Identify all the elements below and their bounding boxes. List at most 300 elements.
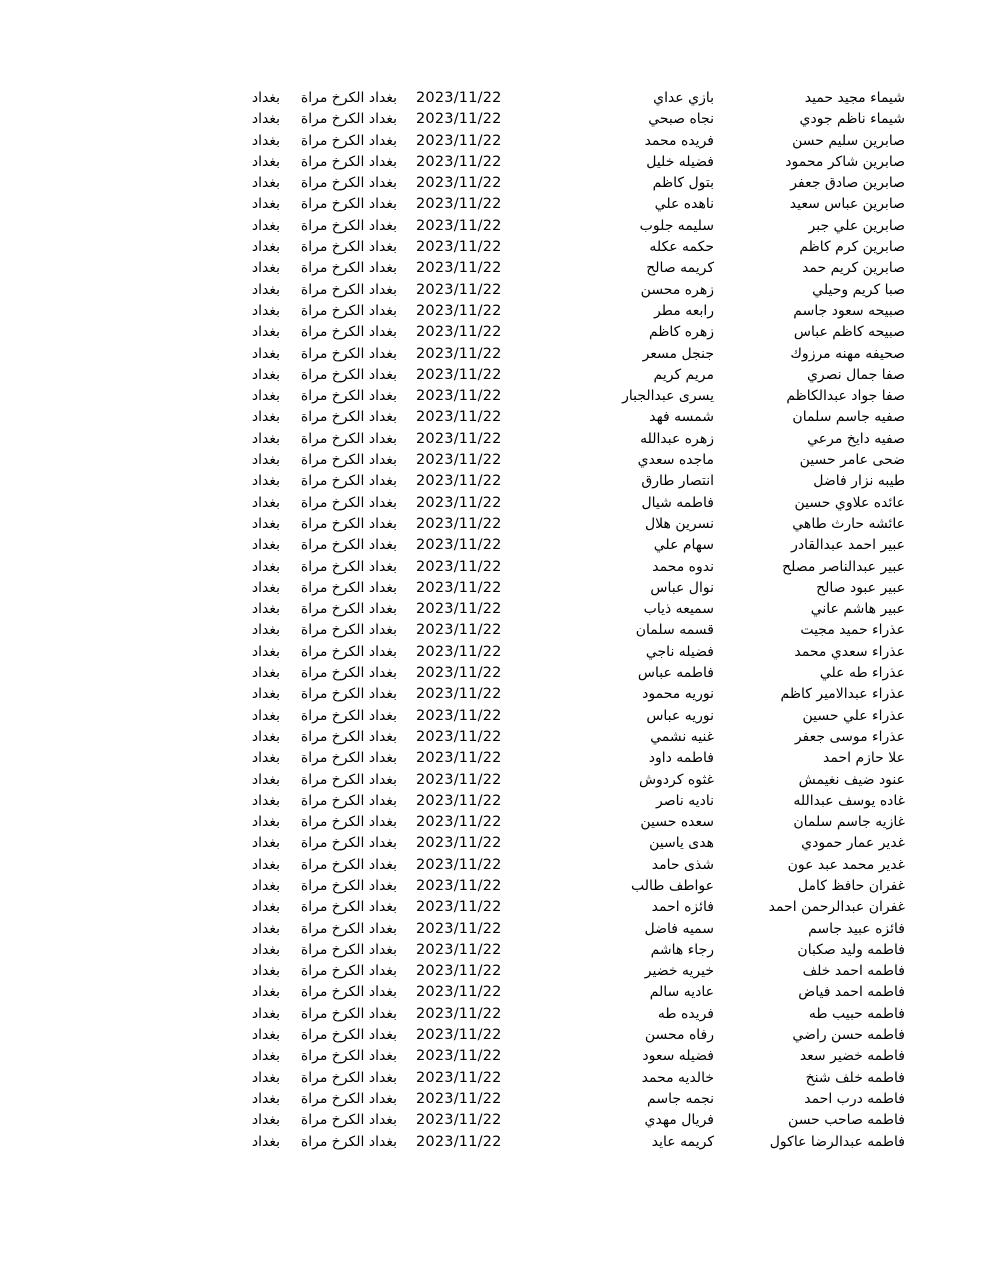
record-date: 2023/11/22 bbox=[416, 963, 502, 980]
province: بغداد bbox=[251, 345, 280, 362]
record-date: 2023/11/22 bbox=[416, 1005, 502, 1022]
mother-name: هدى ياسين bbox=[649, 835, 714, 852]
table-row bbox=[0, 1110, 989, 1131]
province: بغداد bbox=[251, 473, 280, 490]
record-date: 2023/11/22 bbox=[416, 196, 502, 213]
location: بغداد الكرخ مراة bbox=[300, 281, 397, 298]
person-name: صابرين علي جبر bbox=[808, 217, 905, 234]
table-row bbox=[0, 280, 989, 301]
table-row bbox=[0, 386, 989, 407]
mother-name: كريمه صالح bbox=[646, 260, 714, 277]
person-name: عذراء سعدي محمد bbox=[794, 643, 905, 660]
province: بغداد bbox=[251, 665, 280, 682]
person-name: عبير عبود صالح bbox=[816, 579, 905, 596]
record-date: 2023/11/22 bbox=[416, 537, 502, 554]
location: بغداد الكرخ مراة bbox=[300, 814, 397, 831]
person-name: غدير عمار حمودي bbox=[801, 835, 905, 852]
location: بغداد الكرخ مراة bbox=[300, 175, 397, 192]
mother-name: رابعه مطر bbox=[654, 302, 714, 319]
location: بغداد الكرخ مراة bbox=[300, 430, 397, 447]
province: بغداد bbox=[251, 1069, 280, 1086]
province: بغداد bbox=[251, 260, 280, 277]
table-row bbox=[0, 173, 989, 194]
table-row bbox=[0, 1046, 989, 1067]
location: بغداد الكرخ مراة bbox=[300, 239, 397, 256]
province: بغداد bbox=[251, 814, 280, 831]
location: بغداد الكرخ مراة bbox=[300, 750, 397, 767]
mother-name: شذى حامد bbox=[651, 856, 714, 873]
mother-name: ناديه ناصر bbox=[655, 792, 714, 809]
person-name: فاطمه حسن راضي bbox=[792, 1027, 905, 1044]
mother-name: نوال عباس bbox=[650, 579, 714, 596]
record-date: 2023/11/22 bbox=[416, 175, 502, 192]
mother-name: خيريه خضير bbox=[644, 963, 714, 980]
table-row bbox=[0, 855, 989, 876]
table-row bbox=[0, 748, 989, 769]
table-row bbox=[0, 770, 989, 791]
mother-name: سميه فاضل bbox=[644, 920, 714, 937]
person-name: عبير عبدالناصر مصلح bbox=[782, 558, 905, 575]
person-name: فاطمه خلف شنخ bbox=[805, 1069, 905, 1086]
province: بغداد bbox=[251, 515, 280, 532]
table-row bbox=[0, 1004, 989, 1025]
person-name: عذراء عبدالامير كاظم bbox=[780, 686, 905, 703]
record-date: 2023/11/22 bbox=[416, 90, 502, 106]
province: بغداد bbox=[251, 175, 280, 192]
record-date: 2023/11/22 bbox=[416, 324, 502, 341]
mother-name: فاطمه عباس bbox=[637, 665, 714, 682]
location: بغداد الكرخ مراة bbox=[300, 324, 397, 341]
mother-name: رجاء هاشم bbox=[650, 941, 714, 958]
mother-name: زهره عبدالله bbox=[640, 430, 714, 447]
mother-name: ندوه محمد bbox=[652, 558, 714, 575]
table-row bbox=[0, 897, 989, 918]
record-date: 2023/11/22 bbox=[416, 388, 502, 405]
location: بغداد الكرخ مراة bbox=[300, 920, 397, 937]
location: بغداد الكرخ مراة bbox=[300, 132, 397, 149]
record-date: 2023/11/22 bbox=[416, 132, 502, 149]
person-name: عذراء طه علي bbox=[819, 665, 905, 682]
province: بغداد bbox=[251, 792, 280, 809]
location: بغداد الكرخ مراة bbox=[300, 1027, 397, 1044]
record-date: 2023/11/22 bbox=[416, 430, 502, 447]
mother-name: عاديه سالم bbox=[649, 984, 714, 1001]
location: بغداد الكرخ مراة bbox=[300, 1069, 397, 1086]
province: بغداد bbox=[251, 239, 280, 256]
province: بغداد bbox=[251, 920, 280, 937]
person-name: طيبه نزار فاضل bbox=[813, 473, 905, 490]
province: بغداد bbox=[251, 686, 280, 703]
table-row bbox=[0, 131, 989, 152]
province: بغداد bbox=[251, 622, 280, 639]
person-name: عذراء علي حسين bbox=[802, 707, 905, 724]
table-row bbox=[0, 1025, 989, 1046]
table-row bbox=[0, 1068, 989, 1089]
province: بغداد bbox=[251, 601, 280, 618]
mother-name: فضيله خليل bbox=[646, 153, 714, 170]
province: بغداد bbox=[251, 388, 280, 405]
location: بغداد الكرخ مراة bbox=[300, 856, 397, 873]
location: بغداد الكرخ مراة bbox=[300, 899, 397, 916]
person-name: غاده يوسف عبدالله bbox=[793, 792, 905, 809]
person-name: غفران عبدالرحمن احمد bbox=[768, 899, 905, 916]
province: بغداد bbox=[251, 132, 280, 149]
location: بغداد الكرخ مراة bbox=[300, 452, 397, 469]
table-row bbox=[0, 1132, 989, 1153]
person-name: فاطمه صاحب حسن bbox=[788, 1112, 905, 1129]
record-date: 2023/11/22 bbox=[416, 835, 502, 852]
location: بغداد الكرخ مراة bbox=[300, 941, 397, 958]
person-name: عائشه حارث طاهي bbox=[792, 515, 905, 532]
location: بغداد الكرخ مراة bbox=[300, 494, 397, 511]
table-row bbox=[0, 706, 989, 727]
mother-name: حكمه عكله bbox=[649, 239, 714, 256]
location: بغداد الكرخ مراة bbox=[300, 196, 397, 213]
province: بغداد bbox=[251, 452, 280, 469]
location: بغداد الكرخ مراة bbox=[300, 260, 397, 277]
record-date: 2023/11/22 bbox=[416, 920, 502, 937]
record-date: 2023/11/22 bbox=[416, 877, 502, 894]
province: بغداد bbox=[251, 90, 280, 106]
mother-name: جنجل مسعر bbox=[642, 345, 714, 362]
mother-name: خالديه محمد bbox=[641, 1069, 714, 1086]
mother-name: انتصار طارق bbox=[641, 473, 714, 490]
location: بغداد الكرخ مراة bbox=[300, 579, 397, 596]
table-row bbox=[0, 727, 989, 748]
mother-name: فضيله سعود bbox=[642, 1048, 714, 1065]
province: بغداد bbox=[251, 324, 280, 341]
record-date: 2023/11/22 bbox=[416, 899, 502, 916]
location: بغداد الكرخ مراة bbox=[300, 963, 397, 980]
province: بغداد bbox=[251, 558, 280, 575]
record-date: 2023/11/22 bbox=[416, 771, 502, 788]
province: بغداد bbox=[251, 750, 280, 767]
location: بغداد الكرخ مراة bbox=[300, 1133, 397, 1150]
person-name: صابرين سليم حسن bbox=[792, 132, 905, 149]
person-name: غدير محمد عبد عون bbox=[787, 856, 905, 873]
record-date: 2023/11/22 bbox=[416, 452, 502, 469]
table-row bbox=[0, 429, 989, 450]
person-name: عنود ضيف نغيمش bbox=[798, 771, 905, 788]
province: بغداد bbox=[251, 856, 280, 873]
mother-name: فضيله ناجي bbox=[645, 643, 714, 660]
province: بغداد bbox=[251, 366, 280, 383]
table-row bbox=[0, 599, 989, 620]
record-date: 2023/11/22 bbox=[416, 750, 502, 767]
mother-name: مريم كريم bbox=[653, 366, 714, 383]
location: بغداد الكرخ مراة bbox=[300, 707, 397, 724]
person-name: عذراء موسى جعفر bbox=[794, 728, 905, 745]
record-date: 2023/11/22 bbox=[416, 941, 502, 958]
location: بغداد الكرخ مراة bbox=[300, 111, 397, 128]
province: بغداد bbox=[251, 217, 280, 234]
record-date: 2023/11/22 bbox=[416, 1069, 502, 1086]
record-date: 2023/11/22 bbox=[416, 1048, 502, 1065]
record-date: 2023/11/22 bbox=[416, 345, 502, 362]
record-date: 2023/11/22 bbox=[416, 1133, 502, 1150]
mother-name: فائزه احمد bbox=[651, 899, 714, 916]
mother-name: سميعه ذياب bbox=[643, 601, 714, 618]
table-row bbox=[0, 919, 989, 940]
record-date: 2023/11/22 bbox=[416, 622, 502, 639]
person-name: عذراء حميد مجيت bbox=[800, 622, 905, 639]
person-name: عائده علاوي حسين bbox=[794, 494, 905, 511]
location: بغداد الكرخ مراة bbox=[300, 622, 397, 639]
person-name: عبير احمد عبدالقادر bbox=[791, 537, 905, 554]
province: بغداد bbox=[251, 899, 280, 916]
person-name: غفران حافظ كامل bbox=[797, 877, 905, 894]
location: بغداد الكرخ مراة bbox=[300, 1112, 397, 1129]
record-date: 2023/11/22 bbox=[416, 281, 502, 298]
table-row bbox=[0, 684, 989, 705]
mother-name: كريمه عايد bbox=[651, 1133, 714, 1150]
province: بغداد bbox=[251, 111, 280, 128]
record-date: 2023/11/22 bbox=[416, 665, 502, 682]
table-row bbox=[0, 301, 989, 322]
person-name: فاطمه وليد صكبان bbox=[797, 941, 905, 958]
person-name: علا حازم احمد bbox=[823, 750, 905, 767]
record-date: 2023/11/22 bbox=[416, 473, 502, 490]
person-name: صحيفه مهنه مرزوك bbox=[790, 345, 905, 362]
record-date: 2023/11/22 bbox=[416, 366, 502, 383]
person-name: ضحى عامر حسين bbox=[799, 452, 905, 469]
province: بغداد bbox=[251, 1112, 280, 1129]
province: بغداد bbox=[251, 728, 280, 745]
record-date: 2023/11/22 bbox=[416, 217, 502, 234]
person-name: فاطمه احمد فياض bbox=[798, 984, 905, 1001]
location: بغداد الكرخ مراة bbox=[300, 686, 397, 703]
mother-name: زهره كاظم bbox=[648, 324, 714, 341]
table-row bbox=[0, 407, 989, 428]
table-row bbox=[0, 578, 989, 599]
province: بغداد bbox=[251, 537, 280, 554]
record-date: 2023/11/22 bbox=[416, 792, 502, 809]
table-row bbox=[0, 876, 989, 897]
table-row bbox=[0, 471, 989, 492]
province: بغداد bbox=[251, 835, 280, 852]
table-row bbox=[0, 535, 989, 556]
person-name: صابرين كريم حمد bbox=[802, 260, 905, 277]
record-date: 2023/11/22 bbox=[416, 601, 502, 618]
province: بغداد bbox=[251, 494, 280, 511]
location: بغداد الكرخ مراة bbox=[300, 409, 397, 426]
province: بغداد bbox=[251, 1048, 280, 1065]
mother-name: نوريه محمود bbox=[642, 686, 714, 703]
table-row bbox=[0, 791, 989, 812]
person-name: صفا جمال نصري bbox=[806, 366, 905, 383]
province: بغداد bbox=[251, 1090, 280, 1107]
table-row bbox=[0, 982, 989, 1003]
province: بغداد bbox=[251, 196, 280, 213]
province: بغداد bbox=[251, 302, 280, 319]
person-name: فاطمه حبيب طه bbox=[808, 1005, 905, 1022]
record-date: 2023/11/22 bbox=[416, 984, 502, 1001]
mother-name: نسرين هلال bbox=[644, 515, 714, 532]
record-date: 2023/11/22 bbox=[416, 239, 502, 256]
record-date: 2023/11/22 bbox=[416, 686, 502, 703]
location: بغداد الكرخ مراة bbox=[300, 601, 397, 618]
mother-name: زهره محسن bbox=[640, 281, 714, 298]
mother-name: ماجده سعدي bbox=[637, 452, 714, 469]
person-name: شيماء مجيد حميد bbox=[804, 90, 905, 106]
person-name: صبيحه كاظم عباس bbox=[793, 324, 905, 341]
province: بغداد bbox=[251, 430, 280, 447]
table-row bbox=[0, 152, 989, 173]
mother-name: فاطمه داود bbox=[648, 750, 714, 767]
record-date: 2023/11/22 bbox=[416, 1090, 502, 1107]
location: بغداد الكرخ مراة bbox=[300, 388, 397, 405]
person-name: صابرين كرم كاظم bbox=[799, 239, 905, 256]
location: بغداد الكرخ مراة bbox=[300, 302, 397, 319]
table-row bbox=[0, 514, 989, 535]
location: بغداد الكرخ مراة bbox=[300, 1005, 397, 1022]
table-row bbox=[0, 812, 989, 833]
record-date: 2023/11/22 bbox=[416, 494, 502, 511]
table-row bbox=[0, 961, 989, 982]
person-name: فاطمه درب احمد bbox=[804, 1090, 905, 1107]
record-date: 2023/11/22 bbox=[416, 707, 502, 724]
mother-name: بتول كاظم bbox=[652, 175, 714, 192]
mother-name: غثوه كردوش bbox=[638, 771, 714, 788]
table-row bbox=[0, 557, 989, 578]
province: بغداد bbox=[251, 1027, 280, 1044]
location: بغداد الكرخ مراة bbox=[300, 643, 397, 660]
mother-name: نجمه جاسم bbox=[647, 1090, 714, 1107]
person-name: فائزه عبيد جاسم bbox=[808, 920, 905, 937]
table-row bbox=[0, 344, 989, 365]
mother-name: قسمه سلمان bbox=[635, 622, 714, 639]
person-name: صبيحه سعود جاسم bbox=[793, 302, 905, 319]
location: بغداد الكرخ مراة bbox=[300, 1090, 397, 1107]
record-date: 2023/11/22 bbox=[416, 643, 502, 660]
mother-name: فريال مهدي bbox=[644, 1112, 714, 1129]
province: بغداد bbox=[251, 877, 280, 894]
record-date: 2023/11/22 bbox=[416, 302, 502, 319]
person-name: صفيه جاسم سلمان bbox=[792, 409, 905, 426]
person-name: فاطمه احمد خلف bbox=[802, 963, 905, 980]
province: بغداد bbox=[251, 984, 280, 1001]
province: بغداد bbox=[251, 153, 280, 170]
table-row bbox=[0, 258, 989, 279]
table-row bbox=[0, 365, 989, 386]
mother-name: سهام علي bbox=[653, 537, 714, 554]
mother-name: عواطف طالب bbox=[631, 877, 714, 894]
record-date: 2023/11/22 bbox=[416, 260, 502, 277]
location: بغداد الكرخ مراة bbox=[300, 984, 397, 1001]
mother-name: سليمه جلوب bbox=[639, 217, 714, 234]
record-date: 2023/11/22 bbox=[416, 111, 502, 128]
person-name: عبير هاشم عاني bbox=[810, 601, 905, 618]
mother-name: يسرى عبدالجبار bbox=[622, 388, 714, 405]
mother-name: بازي عداي bbox=[653, 90, 714, 106]
location: بغداد الكرخ مراة bbox=[300, 877, 397, 894]
location: بغداد الكرخ مراة bbox=[300, 665, 397, 682]
location: بغداد الكرخ مراة bbox=[300, 771, 397, 788]
province: بغداد bbox=[251, 579, 280, 596]
province: بغداد bbox=[251, 409, 280, 426]
table-row bbox=[0, 663, 989, 684]
table-row bbox=[0, 194, 989, 215]
location: بغداد الكرخ مراة bbox=[300, 792, 397, 809]
record-date: 2023/11/22 bbox=[416, 728, 502, 745]
province: بغداد bbox=[251, 643, 280, 660]
location: بغداد الكرخ مراة bbox=[300, 90, 397, 106]
record-date: 2023/11/22 bbox=[416, 814, 502, 831]
location: بغداد الكرخ مراة bbox=[300, 473, 397, 490]
province: بغداد bbox=[251, 1133, 280, 1150]
mother-name: ناهده علي bbox=[654, 196, 714, 213]
table-row bbox=[0, 450, 989, 471]
person-name: فاطمه عبدالرضا عاكول bbox=[769, 1133, 905, 1150]
mother-name: فريده طه bbox=[657, 1005, 714, 1022]
records-list bbox=[0, 88, 989, 1153]
table-row bbox=[0, 493, 989, 514]
location: بغداد الكرخ مراة bbox=[300, 728, 397, 745]
table-row bbox=[0, 833, 989, 854]
table-row bbox=[0, 88, 989, 109]
table-row bbox=[0, 940, 989, 961]
mother-name: سعده حسين bbox=[640, 814, 714, 831]
record-date: 2023/11/22 bbox=[416, 409, 502, 426]
location: بغداد الكرخ مراة bbox=[300, 558, 397, 575]
province: بغداد bbox=[251, 281, 280, 298]
province: بغداد bbox=[251, 963, 280, 980]
location: بغداد الكرخ مراة bbox=[300, 515, 397, 532]
table-row bbox=[0, 216, 989, 237]
province: بغداد bbox=[251, 707, 280, 724]
mother-name: فريده محمد bbox=[644, 132, 714, 149]
location: بغداد الكرخ مراة bbox=[300, 1048, 397, 1065]
table-row bbox=[0, 322, 989, 343]
record-date: 2023/11/22 bbox=[416, 856, 502, 873]
location: بغداد الكرخ مراة bbox=[300, 835, 397, 852]
location: بغداد الكرخ مراة bbox=[300, 217, 397, 234]
mother-name: نوريه عباس bbox=[646, 707, 714, 724]
location: بغداد الكرخ مراة bbox=[300, 345, 397, 362]
table-row bbox=[0, 1089, 989, 1110]
record-date: 2023/11/22 bbox=[416, 1112, 502, 1129]
person-name: صبا كريم وحيلي bbox=[812, 281, 905, 298]
record-date: 2023/11/22 bbox=[416, 515, 502, 532]
person-name: غازيه جاسم سلمان bbox=[793, 814, 905, 831]
record-date: 2023/11/22 bbox=[416, 153, 502, 170]
location: بغداد الكرخ مراة bbox=[300, 153, 397, 170]
person-name: صابرين شاكر محمود bbox=[785, 153, 905, 170]
mother-name: رفاه محسن bbox=[644, 1027, 714, 1044]
table-row bbox=[0, 620, 989, 641]
province: بغداد bbox=[251, 1005, 280, 1022]
table-row bbox=[0, 237, 989, 258]
mother-name: غنيه نشمي bbox=[650, 728, 714, 745]
mother-name: شمسه فهد bbox=[649, 409, 714, 426]
person-name: شيماء ناظم جودي bbox=[799, 111, 905, 128]
person-name: صفا جواد عبدالكاظم bbox=[786, 388, 905, 405]
person-name: فاطمه خضير سعد bbox=[799, 1048, 905, 1065]
province: بغداد bbox=[251, 941, 280, 958]
record-date: 2023/11/22 bbox=[416, 1027, 502, 1044]
location: بغداد الكرخ مراة bbox=[300, 366, 397, 383]
province: بغداد bbox=[251, 771, 280, 788]
person-name: صابرين صادق جعفر bbox=[790, 175, 905, 192]
person-name: صابرين عباس سعيد bbox=[789, 196, 905, 213]
person-name: صفيه دايخ مرعي bbox=[807, 430, 905, 447]
table-row bbox=[0, 642, 989, 663]
mother-name: فاطمه شيال bbox=[641, 494, 714, 511]
mother-name: نجاه صبحي bbox=[648, 111, 714, 128]
table-row bbox=[0, 109, 989, 130]
location: بغداد الكرخ مراة bbox=[300, 537, 397, 554]
record-date: 2023/11/22 bbox=[416, 558, 502, 575]
